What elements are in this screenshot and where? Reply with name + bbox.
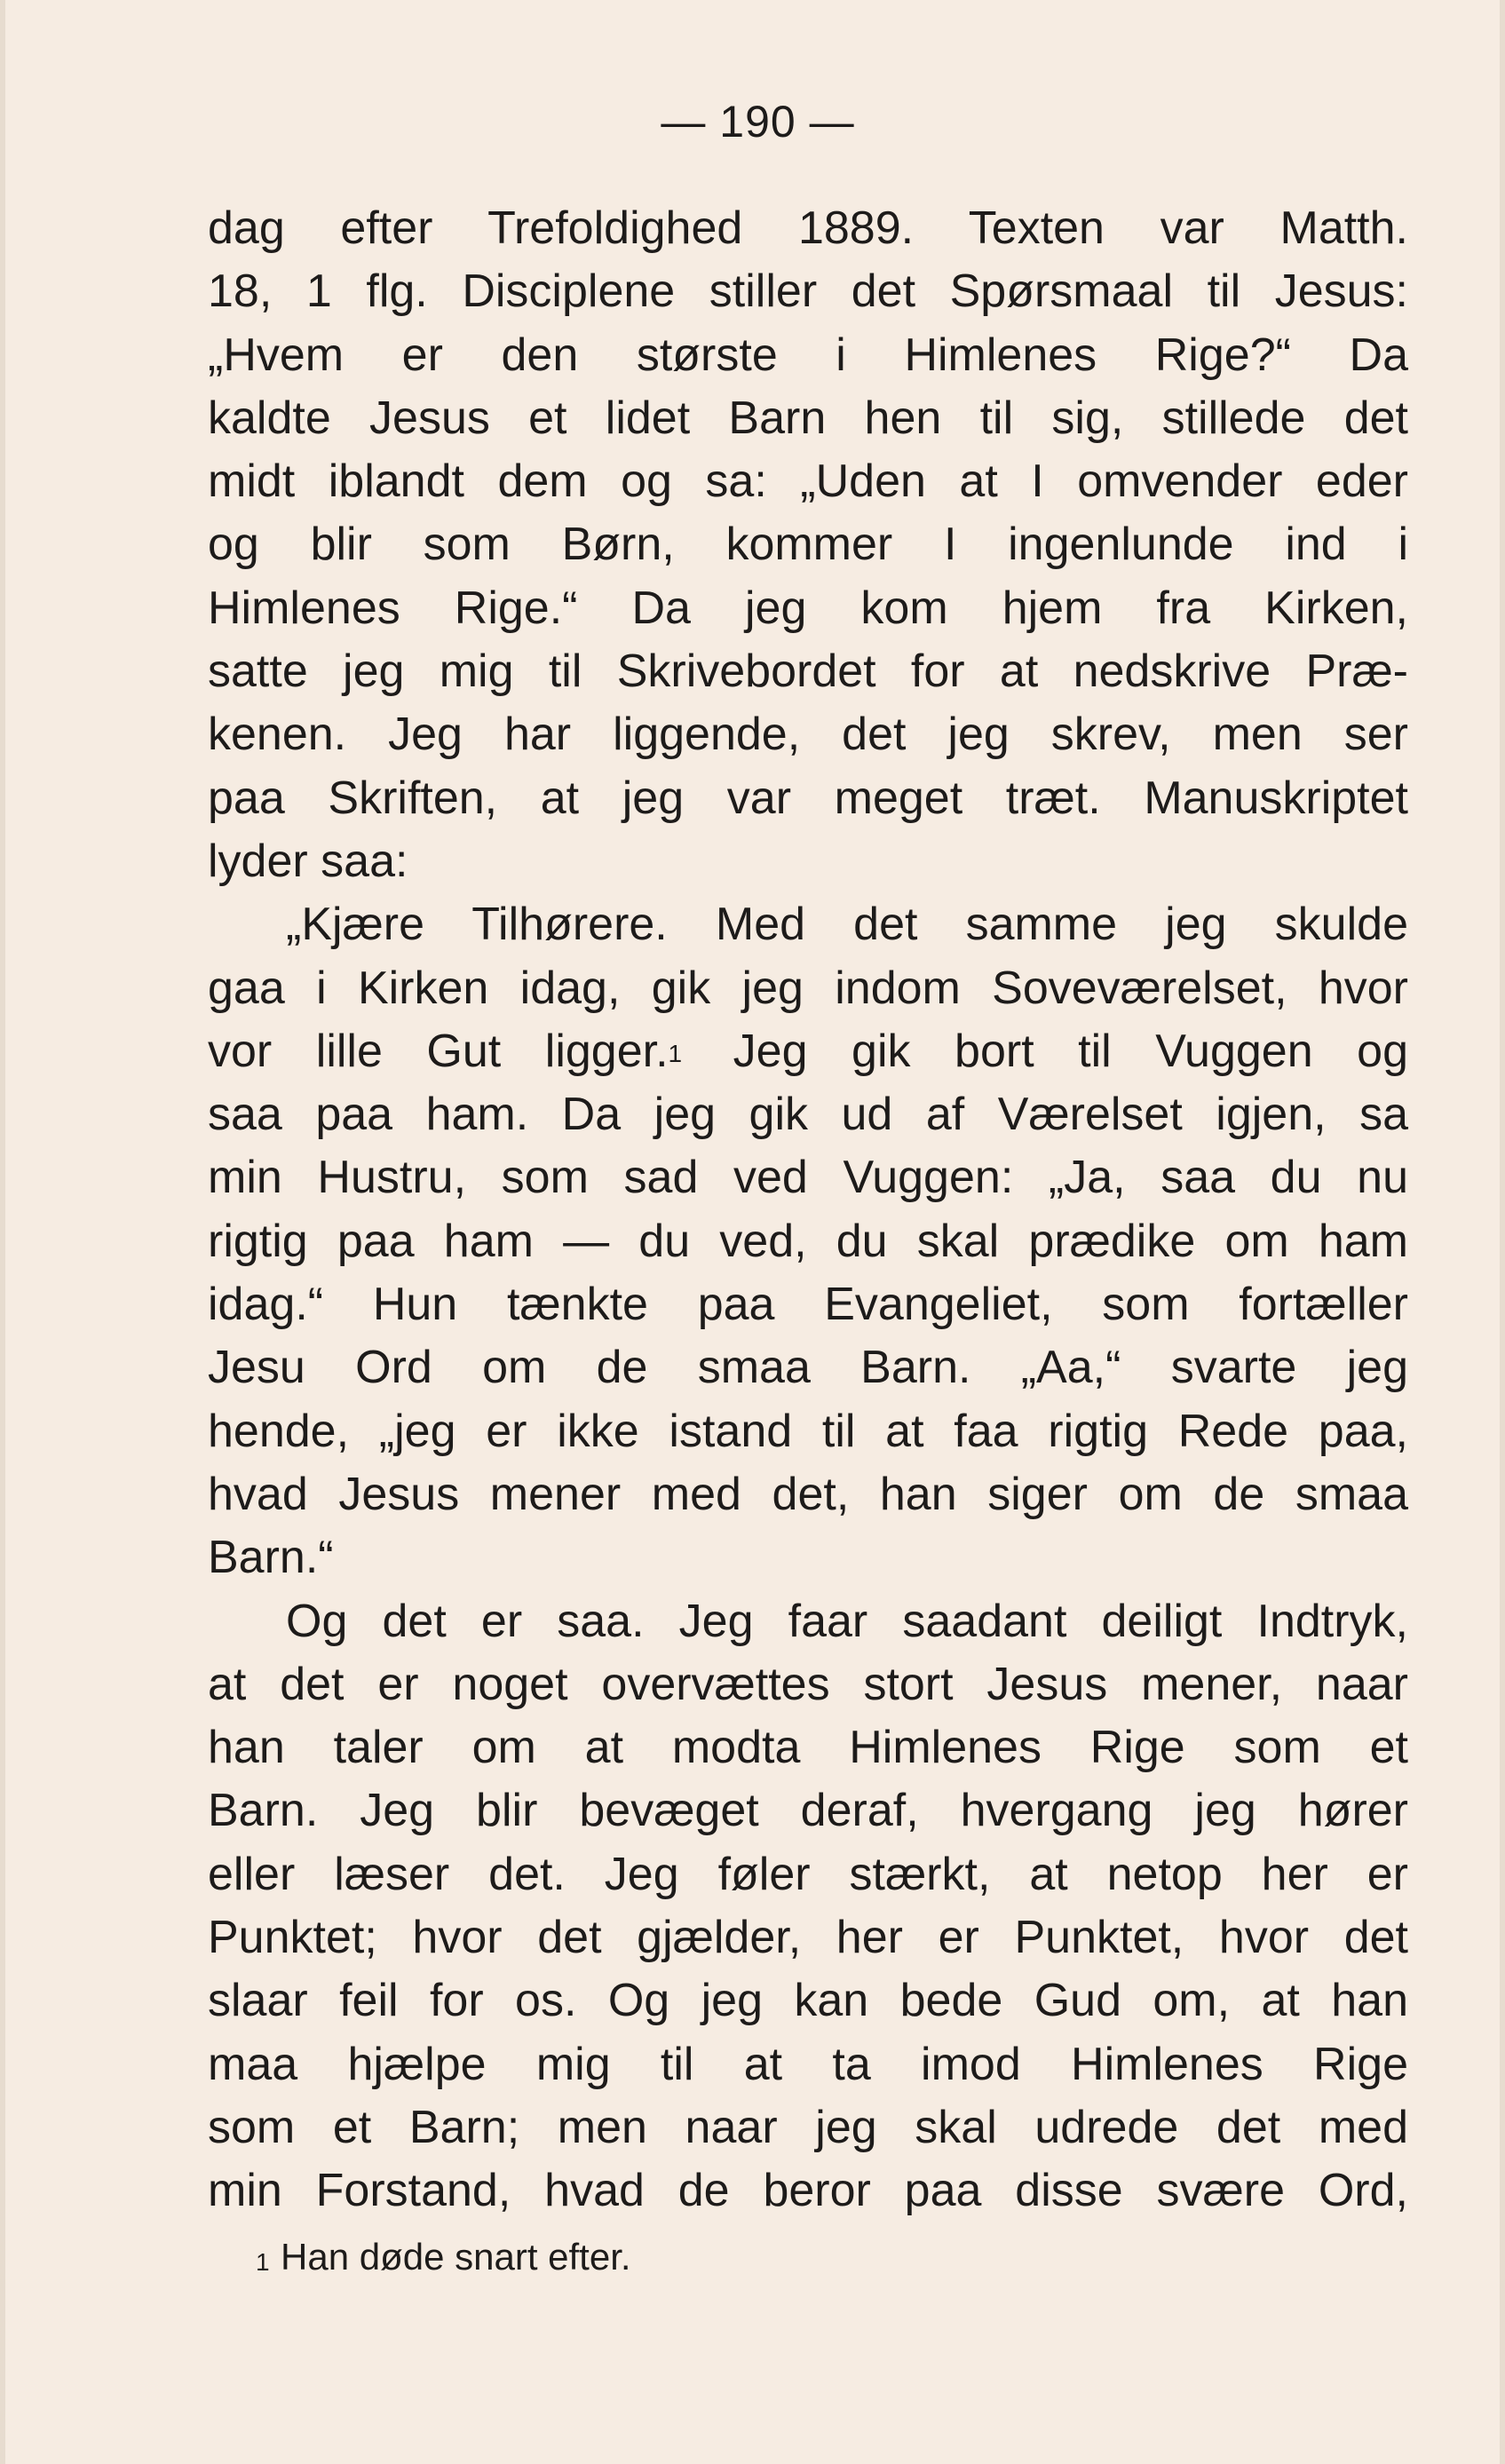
- body-text: [208, 197, 1408, 2223]
- text-line: at det er noget overvættes stort Jesus mener, naar: [208, 1658, 1408, 1710]
- footnote-reference: 1: [668, 1039, 683, 1067]
- text-line: slaar feil for os. Og jeg kan bede Gud om, at han: [208, 1975, 1408, 2027]
- text-line-with-footnote: [208, 1020, 1408, 1083]
- text-line: saa paa ham. Da jeg gik ud af Værelset igjen, sa: [208, 1089, 1408, 1141]
- footnote-marker: 1: [256, 2248, 270, 2276]
- text-line: gaa i Kirken idag, gik jeg indom Soveværelset, hvor: [208, 962, 1408, 1014]
- text-line: rigtig paa ham — du ved, du skal prædike om ham: [208, 1215, 1408, 1267]
- text-fragment: Jeg gik bort til Vuggen og: [733, 1025, 1408, 1077]
- text-line: dag efter Trefoldighed 1889. Texten var Matth.: [208, 202, 1408, 254]
- text-line: lyder saa:: [208, 835, 408, 887]
- paragraph-start-line: Og det er saa. Jeg faar saadant deiligt Indtryk,: [286, 1595, 1408, 1647]
- text-line: maa hjælpe mig til at ta imod Himlenes Rige: [208, 2038, 1408, 2090]
- text-line: 18, 1 flg. Disciplene stiller det Spørsmaal til Jesus:: [208, 265, 1408, 318]
- text-line: eller læser det. Jeg føler stærkt, at netop her er: [208, 1848, 1408, 1900]
- text-line: Punktet; hvor det gjælder, her er Punktet, hvor det: [208, 1912, 1408, 1964]
- text-line: idag.“ Hun tænkte paa Evangeliet, som fortæller: [208, 1279, 1408, 1331]
- footnote-text: Han døde snart efter.: [281, 2236, 631, 2278]
- text-line: Jesu Ord om de smaa Barn. „Aa,“ svarte jeg: [208, 1342, 1408, 1394]
- text-line: satte jeg mig til Skrivebordet for at nedskrive Præ-: [208, 646, 1408, 698]
- paragraph-start-line: „Kjære Tilhørere. Med det samme jeg skulde: [286, 899, 1408, 951]
- text-line: min Forstand, hvad de beror paa disse svære Ord,: [208, 2165, 1408, 2217]
- text-line: Himlenes Rige.“ Da jeg kom hjem fra Kirken,: [208, 582, 1408, 634]
- text-fragment: vor lille Gut ligger.: [208, 1025, 669, 1077]
- text-line: og blir som Børn, kommer I ingenlunde ind i: [208, 519, 1408, 571]
- text-line: kenen. Jeg har liggende, det jeg skrev, men ser: [208, 709, 1408, 761]
- text-line: „Hvem er den største i Himlenes Rige?“ Da: [208, 329, 1408, 381]
- text-line: midt iblandt dem og sa: „Uden at I omvender eder: [208, 456, 1408, 508]
- text-line: kaldte Jesus et lidet Barn hen til sig, stillede det: [208, 392, 1408, 444]
- text-line: min Hustru, som sad ved Vuggen: „Ja, saa du nu: [208, 1152, 1408, 1204]
- text-line: hende, „jeg er ikke istand til at faa rigtig Rede paa,: [208, 1405, 1408, 1457]
- text-line: paa Skriften, at jeg var meget træt. Manuskriptet: [208, 772, 1408, 824]
- text-line: han taler om at modta Himlenes Rige som et: [208, 1722, 1408, 1774]
- footnote: [256, 2232, 631, 2282]
- page-number: — 190 —: [661, 97, 855, 147]
- text-line: som et Barn; men naar jeg skal udrede det med: [208, 2101, 1408, 2153]
- text-line: hvad Jesus mener med det, han siger om de smaa: [208, 1468, 1408, 1520]
- text-line: Barn.“: [208, 1532, 334, 1584]
- text-line: Barn. Jeg blir bevæget deraf, hvergang jeg hører: [208, 1785, 1408, 1837]
